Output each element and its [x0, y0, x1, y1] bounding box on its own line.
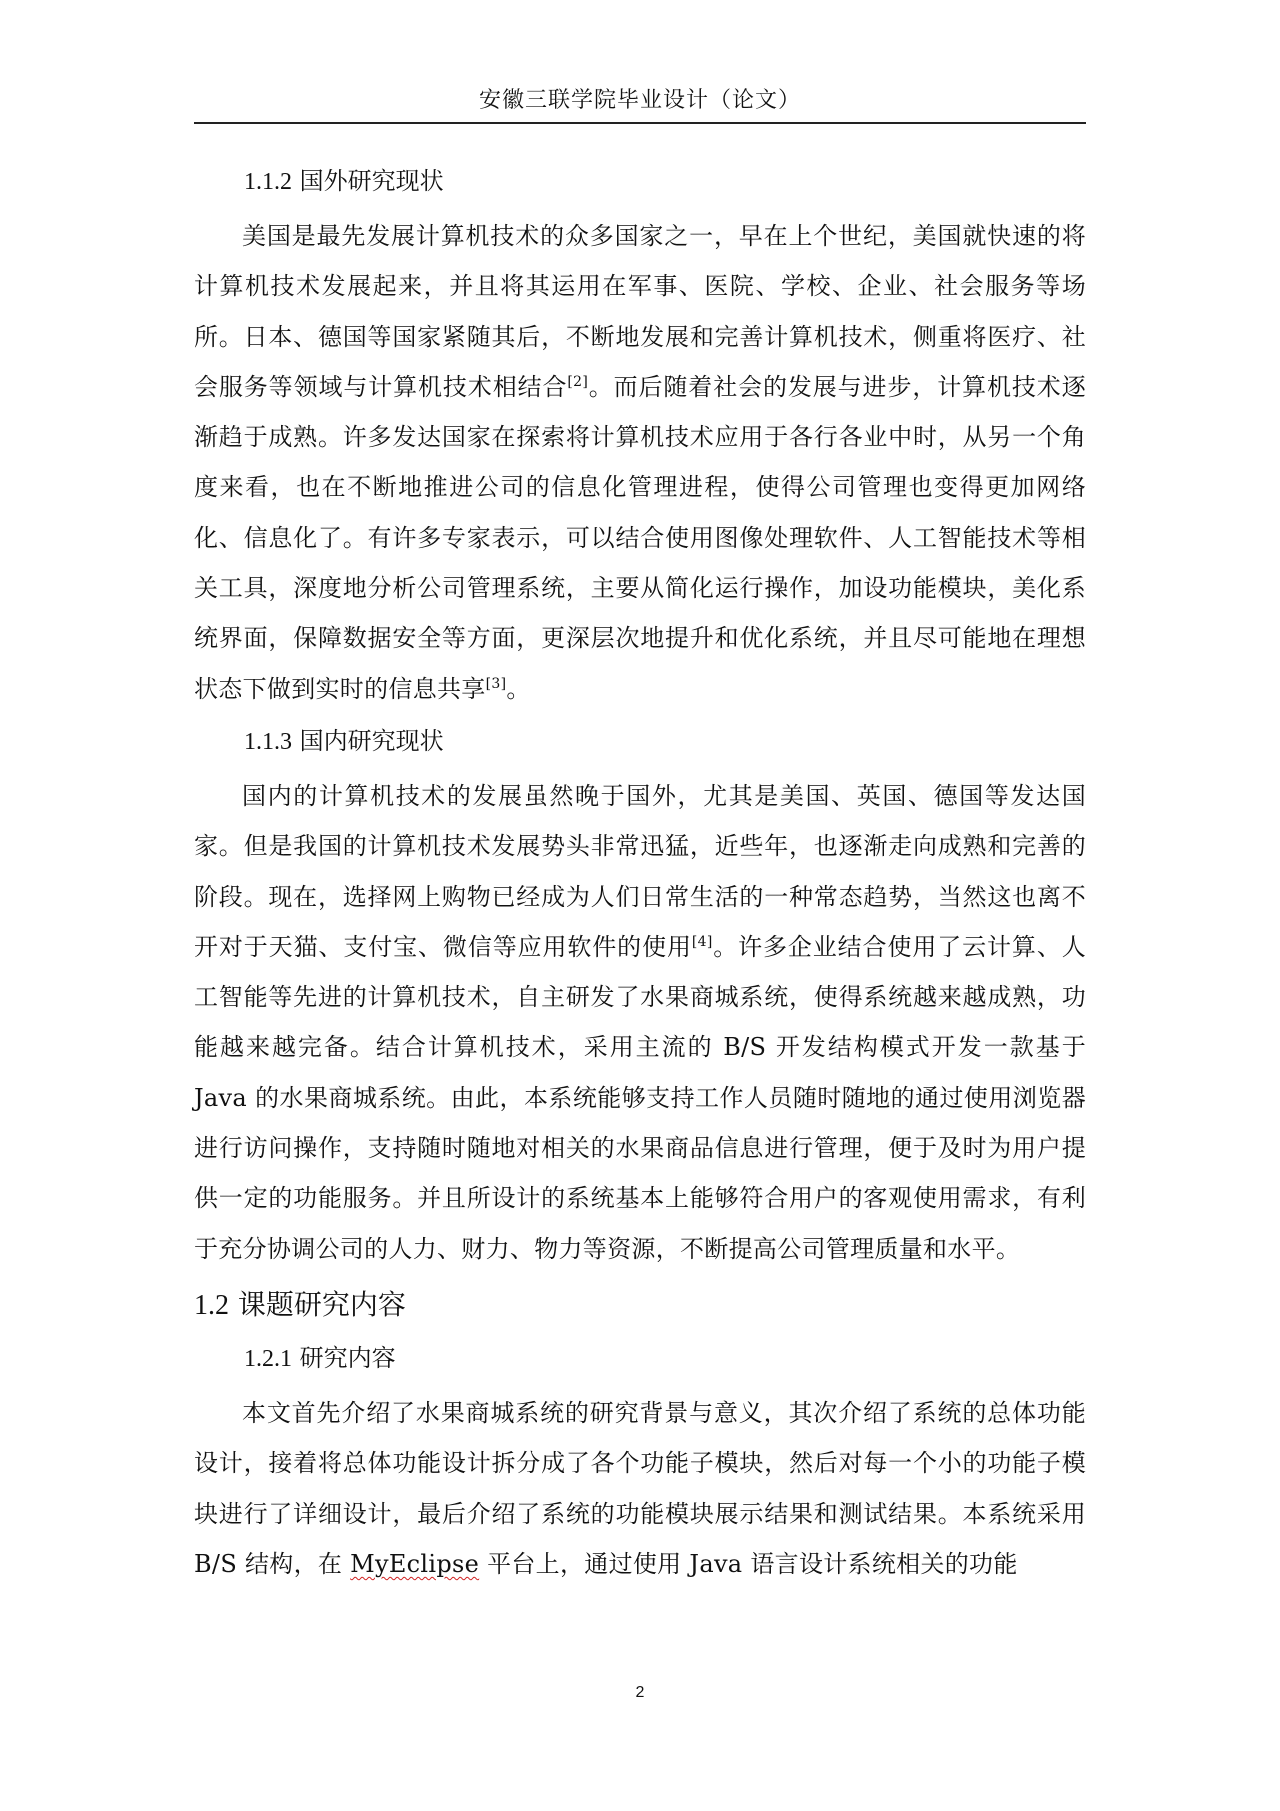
page-header: 安徽三联学院毕业设计（论文）	[478, 88, 801, 113]
paragraph-text: 。	[506, 674, 531, 703]
document-body	[194, 160, 1086, 1595]
paragraph-text: 。许多企业结合使用了云计算、人工智能等先进的计算机技术，自主研发了水果商城系统，使得系统越来越成熟，功能越来越完备。结合计算机技术，采用主流的 B/S 开发结构模式开发一款基于 Java 的水果商城系统。由此，本系统能够支持工作人员随时随地的通过使用浏览器进行访问操作，支持随时随地对相关的水果商品信息进行管理，便于及时为用户提供一定的功能服务。并且所设计的系统基本上能够符合用户的客观使用需求，有利于充分协调公司的人力、财力、物力等资源，不断提高公司管理质量和水平。	[194, 932, 1087, 1263]
paragraph-text: 平台上，通过使用 Java 语言设计系统相关的功能	[479, 1549, 1018, 1578]
spellcheck-term: MyEclipse	[350, 1549, 480, 1578]
header-rule	[194, 122, 1086, 124]
page-number: 2	[635, 1684, 645, 1701]
paragraph-text: 国内的计算机技术的发展虽然晚于国外，尤其是美国、英国、德国等发达国家。但是我国的计算机技术发展势头非常迅猛，近些年，也逐渐走向成熟和完善的阶段。现在，选择网上购物已经成为人们日常生活的一种常态趋势，当然这也离不开对于天猫、支付宝、微信等应用软件的使用	[194, 781, 1086, 961]
citation-ref: [3]	[485, 675, 507, 692]
section-title: 国内研究现状	[299, 726, 444, 755]
paragraph-text: 。而后随着社会的发展与进步，计算机技术逐渐趋于成熟。许多发达国家在探索将计算机技术应用于各行各业中时，从另一个角度来看，也在不断地推进公司的信息化管理进程，使得公司管理也变得更加网络化、信息化了。有许多专家表示，可以结合使用图像处理软件、人工智能技术等相关工具，深度地分析公司管理系统，主要从简化运行操作，加设功能模块，美化系统界面，保障数据安全等方面，更深层次地提升和优化系统，并且尽可能地在理想状态下做到实时的信息共享	[194, 372, 1087, 703]
section-number: 1.1.2	[244, 169, 292, 195]
paragraph-foreign-research	[194, 211, 1086, 714]
section-number: 1.2.1	[244, 1345, 292, 1372]
section-heading-1-1-2	[194, 160, 1086, 203]
paragraph-domestic-research	[194, 771, 1086, 1274]
citation-ref: [2]	[567, 373, 589, 390]
section-title: 研究内容	[299, 1343, 396, 1372]
section-number: 1.1.3	[244, 728, 292, 755]
citation-ref: [4]	[691, 933, 713, 950]
section-heading-1-2	[194, 1280, 1086, 1331]
paragraph-research-content	[194, 1388, 1086, 1589]
paragraph-text: 本文首先介绍了水果商城系统的研究背景与意义，其次介绍了系统的总体功能设计，接着将总体功能设计拆分成了各个功能子模块，然后对每一个小的功能子模块进行了详细设计，最后介绍了系统的功能模块展示结果和测试结果。本系统采用 B/S 结构，在	[194, 1398, 1086, 1578]
section-number: 1.2	[194, 1289, 229, 1321]
section-heading-1-1-3	[194, 720, 1086, 763]
section-title: 课题研究内容	[237, 1287, 406, 1321]
section-heading-1-2-1	[194, 1337, 1086, 1380]
section-title: 国外研究现状	[299, 167, 444, 195]
paragraph-text: 美国是最先发展计算机技术的众多国家之一，早在上个世纪，美国就快速的将计算机技术发展起来，并且将其运用在军事、医院、学校、企业、社会服务等场所。日本、德国等国家紧随其后，不断地发展和完善计算机技术，侧重将医疗、社会服务等领域与计算机技术相结合	[194, 222, 1086, 401]
